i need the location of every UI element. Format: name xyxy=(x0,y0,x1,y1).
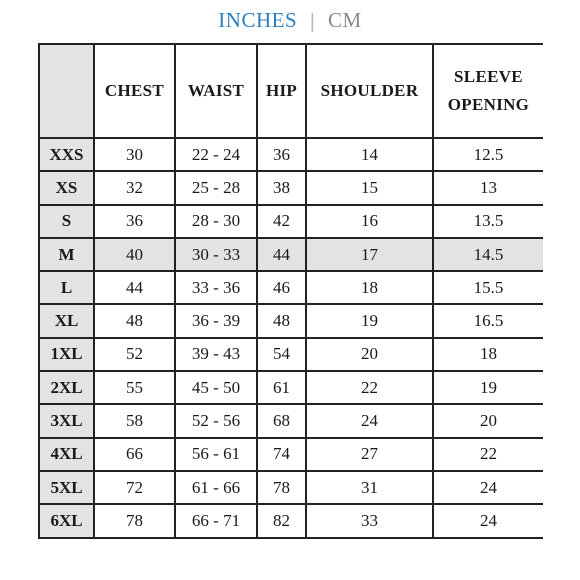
measurement-cell-sleeve: 15.5 xyxy=(433,271,543,304)
measurement-cell-hip: 61 xyxy=(257,371,306,404)
measurement-cell-chest: 55 xyxy=(94,371,175,404)
measurement-cell-sleeve: 14.5 xyxy=(433,238,543,271)
size-label-cell: 2XL xyxy=(39,371,94,404)
unit-cm-option[interactable]: CM xyxy=(328,8,362,32)
measurement-cell-hip: 46 xyxy=(257,271,306,304)
size-label-cell: 1XL xyxy=(39,338,94,371)
table-row xyxy=(39,504,543,537)
table-row xyxy=(39,138,543,171)
measurement-cell-chest: 32 xyxy=(94,171,175,204)
measurement-cell-chest: 66 xyxy=(94,438,175,471)
table-row xyxy=(39,438,543,471)
measurement-cell-shoulder: 14 xyxy=(306,138,433,171)
size-label-cell: 5XL xyxy=(39,471,94,504)
size-label-cell: L xyxy=(39,271,94,304)
measurement-cell-shoulder: 15 xyxy=(306,171,433,204)
measurement-cell-waist: 36 - 39 xyxy=(175,304,257,337)
measurement-cell-chest: 44 xyxy=(94,271,175,304)
header-sleeve-opening: SLEEVE OPENING xyxy=(433,44,543,138)
header-corner-cell xyxy=(39,44,94,138)
header-hip: HIP xyxy=(257,44,306,138)
measurement-cell-waist: 22 - 24 xyxy=(175,138,257,171)
measurement-cell-shoulder: 19 xyxy=(306,304,433,337)
measurement-cell-shoulder: 17 xyxy=(306,238,433,271)
measurement-cell-hip: 38 xyxy=(257,171,306,204)
size-rows xyxy=(39,138,543,538)
measurement-cell-hip: 36 xyxy=(257,138,306,171)
measurement-cell-waist: 52 - 56 xyxy=(175,404,257,437)
measurement-cell-hip: 48 xyxy=(257,304,306,337)
measurement-cell-waist: 25 - 28 xyxy=(175,171,257,204)
measurement-cell-waist: 33 - 36 xyxy=(175,271,257,304)
measurement-cell-chest: 58 xyxy=(94,404,175,437)
measurement-cell-sleeve: 13.5 xyxy=(433,205,543,238)
table-row xyxy=(39,404,543,437)
measurement-cell-waist: 28 - 30 xyxy=(175,205,257,238)
measurement-cell-waist: 30 - 33 xyxy=(175,238,257,271)
measurement-cell-chest: 30 xyxy=(94,138,175,171)
measurement-cell-sleeve: 19 xyxy=(433,371,543,404)
measurement-cell-sleeve: 16.5 xyxy=(433,304,543,337)
size-label-cell: 4XL xyxy=(39,438,94,471)
measurement-cell-shoulder: 24 xyxy=(306,404,433,437)
table-row xyxy=(39,338,543,371)
measurement-cell-waist: 56 - 61 xyxy=(175,438,257,471)
unit-toggle xyxy=(0,6,580,34)
measurement-cell-waist: 66 - 71 xyxy=(175,504,257,537)
measurement-cell-chest: 78 xyxy=(94,504,175,537)
table-row xyxy=(39,271,543,304)
measurement-cell-sleeve: 22 xyxy=(433,438,543,471)
table-header-row xyxy=(39,44,543,138)
table-row xyxy=(39,371,543,404)
measurement-cell-shoulder: 16 xyxy=(306,205,433,238)
measurement-cell-hip: 74 xyxy=(257,438,306,471)
measurement-cell-chest: 36 xyxy=(94,205,175,238)
measurement-cell-sleeve: 24 xyxy=(433,504,543,537)
measurement-cell-hip: 78 xyxy=(257,471,306,504)
measurement-cell-hip: 68 xyxy=(257,404,306,437)
size-label-cell: XXS xyxy=(39,138,94,171)
measurement-cell-hip: 82 xyxy=(257,504,306,537)
measurement-cell-shoulder: 33 xyxy=(306,504,433,537)
size-label-cell: 3XL xyxy=(39,404,94,437)
measurement-cell-waist: 39 - 43 xyxy=(175,338,257,371)
table-row xyxy=(39,205,543,238)
measurement-cell-hip: 42 xyxy=(257,205,306,238)
measurement-cell-sleeve: 13 xyxy=(433,171,543,204)
measurement-cell-hip: 44 xyxy=(257,238,306,271)
unit-inches-option[interactable]: INCHES xyxy=(218,8,298,32)
measurement-cell-sleeve: 20 xyxy=(433,404,543,437)
size-label-cell: XL xyxy=(39,304,94,337)
measurement-cell-shoulder: 22 xyxy=(306,371,433,404)
measurement-cell-chest: 40 xyxy=(94,238,175,271)
header-chest: CHEST xyxy=(94,44,175,138)
measurement-cell-shoulder: 27 xyxy=(306,438,433,471)
measurement-cell-chest: 52 xyxy=(94,338,175,371)
size-chart-table xyxy=(38,43,543,539)
size-label-cell: M xyxy=(39,238,94,271)
measurement-cell-hip: 54 xyxy=(257,338,306,371)
measurement-cell-shoulder: 20 xyxy=(306,338,433,371)
table-row xyxy=(39,171,543,204)
measurement-cell-sleeve: 12.5 xyxy=(433,138,543,171)
measurement-cell-sleeve: 18 xyxy=(433,338,543,371)
table-row xyxy=(39,304,543,337)
measurement-cell-sleeve: 24 xyxy=(433,471,543,504)
header-shoulder: SHOULDER xyxy=(306,44,433,138)
measurement-cell-waist: 61 - 66 xyxy=(175,471,257,504)
unit-separator: | xyxy=(309,10,317,32)
size-label-cell: 6XL xyxy=(39,504,94,537)
measurement-cell-shoulder: 18 xyxy=(306,271,433,304)
measurement-cell-chest: 48 xyxy=(94,304,175,337)
measurement-cell-waist: 45 - 50 xyxy=(175,371,257,404)
measurement-cell-chest: 72 xyxy=(94,471,175,504)
measurement-cell-shoulder: 31 xyxy=(306,471,433,504)
size-label-cell: S xyxy=(39,205,94,238)
table-row xyxy=(39,238,543,271)
size-label-cell: XS xyxy=(39,171,94,204)
header-waist: WAIST xyxy=(175,44,257,138)
table-row xyxy=(39,471,543,504)
